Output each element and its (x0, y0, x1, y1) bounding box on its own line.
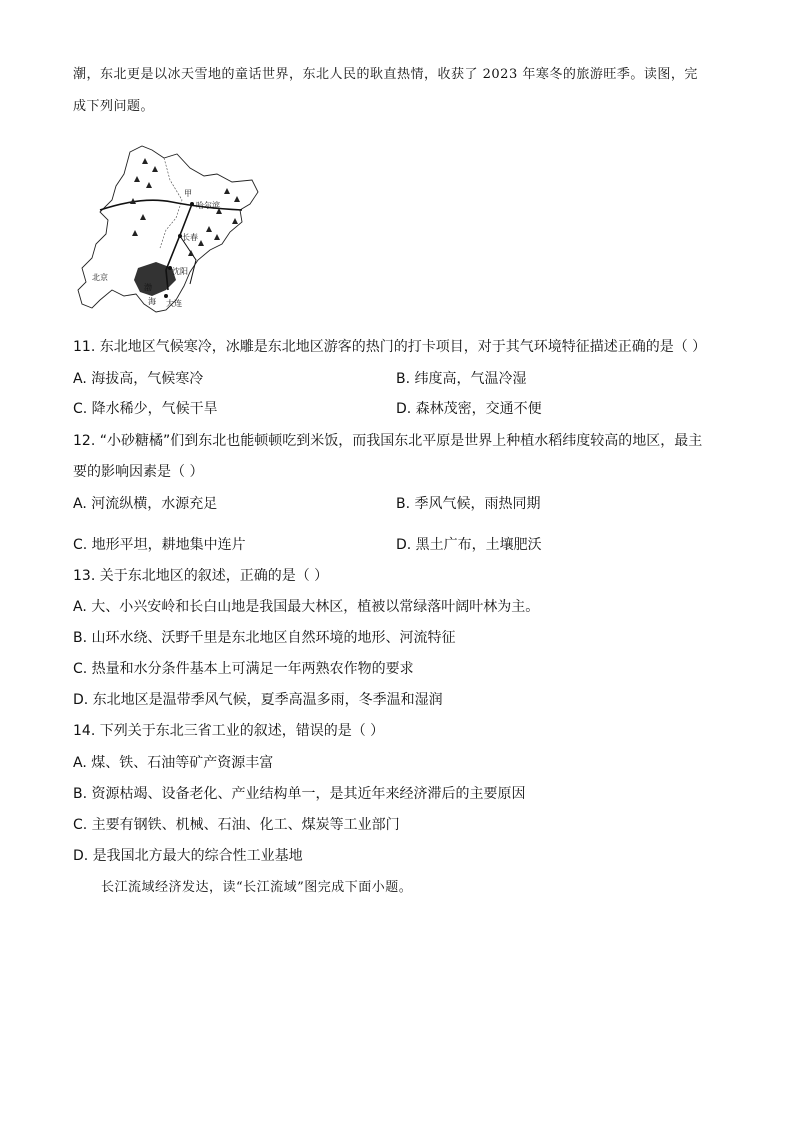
q13-option-a[interactable]: A. 大、小兴安岭和长白山地是我国最大林区，植被以常绿落叶阔叶林为主。 (73, 599, 540, 615)
question-13-stem: 13. 关于东北地区的叙述，正确的是（ ） (73, 568, 329, 584)
map-figure (72, 140, 272, 320)
northeast-china-map (72, 140, 272, 320)
q14-option-a[interactable]: A. 煤、铁、石油等矿产资源丰富 (73, 755, 274, 771)
q11-option-d[interactable]: D. 森林茂密，交通不便 (396, 401, 542, 417)
intro-line-2: 成下列问题。 (73, 99, 155, 114)
q12-option-d[interactable]: D. 黑土广布，土壤肥沃 (396, 537, 542, 553)
map-label-jia: 甲 (184, 189, 192, 198)
q12-option-a[interactable]: A. 河流纵横，水源充足 (73, 496, 218, 512)
q14-option-c[interactable]: C. 主要有钢铁、机械、石油、化工、煤炭等工业部门 (73, 817, 400, 833)
q11-option-b[interactable]: B. 纬度高，气温冷湿 (396, 371, 527, 387)
map-label-hai: 海 (148, 297, 156, 306)
q12-option-b[interactable]: B. 季风气候，雨热同期 (396, 496, 541, 512)
map-label-beijing: 北京 (92, 273, 108, 282)
intro-line-1: 潮，东北更是以冰天雪地的童话世界，东北人民的耿直热情，收获了 2023 年寒冬的旅游旺季。读图，完 (73, 67, 698, 82)
q11-option-a[interactable]: A. 海拔高，气候寒冷 (73, 371, 204, 387)
map-label-bo: 渤 (144, 283, 152, 292)
q13-option-b[interactable]: B. 山环水绕、沃野千里是东北地区自然环境的地形、河流特征 (73, 630, 456, 646)
q13-option-d[interactable]: D. 东北地区是温带季风气候，夏季高温多雨，冬季温和湿润 (73, 692, 443, 708)
q11-option-c[interactable]: C. 降水稀少，气候干旱 (73, 401, 218, 417)
map-label-harbin: 哈尔滨 (196, 201, 220, 210)
map-label-dalian: 大连 (166, 299, 182, 308)
q13-option-c[interactable]: C. 热量和水分条件基本上可满足一年两熟农作物的要求 (73, 661, 414, 677)
q12-option-c[interactable]: C. 地形平坦，耕地集中连片 (73, 537, 246, 553)
city-dot-icon (164, 294, 168, 298)
outro-text: 长江流域经济发达，读“长江流域”图完成下面小题。 (101, 880, 413, 895)
map-label-shenyang: 沈阳 (172, 267, 188, 276)
q14-option-b[interactable]: B. 资源枯竭、设备老化、产业结构单一，是其近年来经济滞后的主要原因 (73, 786, 526, 802)
question-12-stem-line-2: 要的影响因素是（ ） (73, 464, 204, 480)
q14-option-d[interactable]: D. 是我国北方最大的综合性工业基地 (73, 848, 303, 864)
railway-line-west (100, 200, 242, 210)
question-14-stem: 14. 下列关于东北三省工业的叙述，错误的是（ ） (73, 723, 385, 739)
map-label-changchun: 长春 (182, 233, 198, 242)
city-dot-icon (190, 202, 194, 206)
question-11-stem: 11. 东北地区气候寒冷，冰雕是东北地区游客的热门的打卡项目，对于其气环境特征描述正确的是（ ） (73, 339, 707, 355)
question-12-stem-line-1: 12. “小砂糖橘”们到东北也能顿顿吃到米饭，而我国东北平原是世界上种植水稻纬度较高的地区，最主 (73, 433, 703, 449)
